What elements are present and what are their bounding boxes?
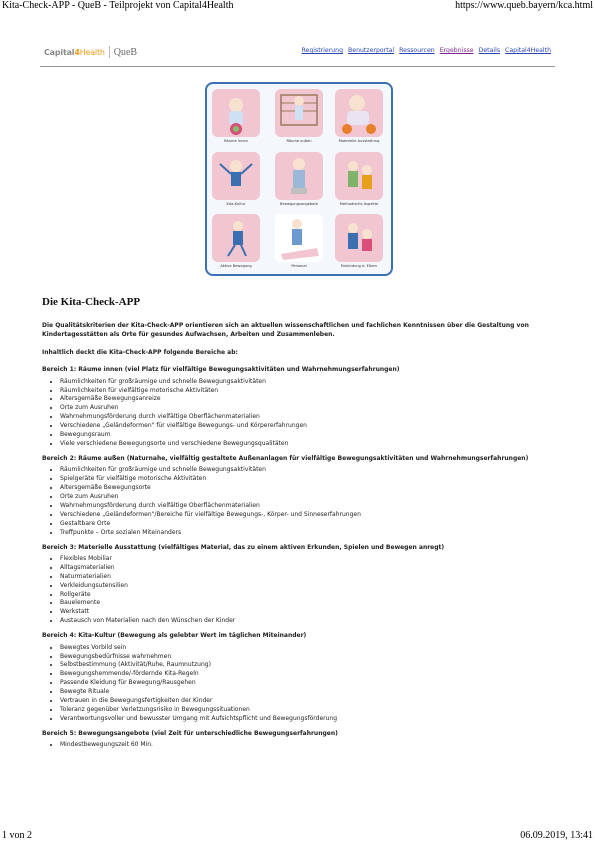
list-item: • Passende Kleidung für Bewegung/Rausgehen xyxy=(60,679,554,688)
list-item: • Toleranz gegenüber Verletzungsrisiko in Bewegungssituationen xyxy=(60,706,554,715)
print-header xyxy=(2,0,593,12)
list-item: • Verschiedene „Geländeformen" für vielfältige Bewegungs- und Körpererfahrungen xyxy=(60,422,554,431)
section-list-1 xyxy=(42,378,554,449)
nav-link-capital4health[interactable]: Capital4Health xyxy=(505,47,551,54)
hero-caption-4: Kita-Kultur xyxy=(226,202,246,206)
print-header-url: https://www.queb.bayern/kca.html xyxy=(455,0,593,11)
hero-caption-1: Räume innen xyxy=(224,139,248,143)
main-nav xyxy=(302,47,551,54)
list-item: • Viele verschiedene Bewegungsorte und verschiedene Bewegungsqualitäten xyxy=(60,440,554,449)
logo-queb: QueB xyxy=(113,46,138,58)
hero-caption-3: Materielle Ausstattung xyxy=(338,139,380,143)
tile-aktive-bewegung xyxy=(212,214,260,262)
list-item: • Werkstatt xyxy=(60,608,554,617)
list-item: • Bewegte Rituale xyxy=(60,688,554,697)
logo-capital4health: Capital4Health xyxy=(44,47,105,57)
list-item: • Bewegungsbedürfnisse wahrnehmen xyxy=(60,653,554,662)
tile-personal xyxy=(275,214,323,262)
section-heading-4: Bereich 4: Kita-Kultur (Bewegung als gelebter Wert im täglichen Miteinander) xyxy=(42,632,307,640)
list-item: • Bewegungshemmende/-fördernde Kita-Regeln xyxy=(60,670,554,679)
hero-caption-7: Aktive Bewegung xyxy=(220,264,252,268)
page-title: Die Kita-Check-APP xyxy=(42,296,141,308)
section-heading-1: Bereich 1: Räume innen (viel Platz für vielfältige Bewegungsaktivitäten und Wahrnehmungserfahrungen) xyxy=(42,366,400,374)
print-header-title: Kita-Check-APP - QueB - Teilprojekt von Capital4Health xyxy=(2,0,234,11)
section-list-2 xyxy=(42,466,554,537)
list-item: • Naturmaterialien xyxy=(60,573,554,582)
tile-raeume-aussen xyxy=(275,89,323,137)
section-list-4 xyxy=(42,644,554,724)
list-item: • Alltagsmaterialien xyxy=(60,564,554,573)
print-page-number: 1 von 2 xyxy=(2,830,32,841)
tile-methodische-aspekte xyxy=(335,152,383,200)
list-item: • Austausch von Materialien nach den Wünschen der Kinder xyxy=(60,617,554,626)
section-list-5 xyxy=(42,741,554,750)
nav-link-benutzerportal[interactable]: Benutzerportal xyxy=(348,47,395,54)
hero-caption-9: Einbindung d. Eltern xyxy=(340,264,378,268)
article-intro: Die Qualitätskriterien der Kita-Check-APP orientieren sich an aktuellen wissenschaftlichen und fachlichen Kenntnissen über die Gestaltung von Kindertagesstätten als Orte für gesundes Aufwachsen, Arbeiten und Zusammenleben. xyxy=(42,322,529,339)
nav-link-registrierung[interactable]: Registrierung xyxy=(301,47,344,54)
list-item: • Wahrnehmungsförderung durch vielfältige Oberflächenmaterialien xyxy=(60,413,554,422)
list-item: • Verantwortungsvoller und bewusster Umgang mit Aufsichtspflicht und Bewegungsförderung xyxy=(60,715,554,724)
hero-grid xyxy=(207,84,391,274)
article xyxy=(42,296,554,750)
nav-link-details[interactable]: Details xyxy=(478,47,501,54)
logo-divider xyxy=(109,46,110,58)
list-item: • Spielgeräte für vielfältige motorische Aktivitäten xyxy=(60,475,554,484)
section-list-3 xyxy=(42,555,554,626)
section-heading-5: Bereich 5: Bewegungsangebote (viel Zeit für unterschiedliche Bewegungserfahrungen) xyxy=(42,729,338,737)
list-item: • Bauelemente xyxy=(60,599,554,608)
tile-kita-kultur xyxy=(212,152,260,200)
hero-caption-8: Personal xyxy=(291,264,307,268)
hero-caption-2: Räume außen xyxy=(286,139,312,143)
list-item: • Rollgeräte xyxy=(60,591,554,600)
list-item: • Bewegungsraum xyxy=(60,431,554,440)
list-item: • Gestaltbare Orte xyxy=(60,520,554,529)
site-header xyxy=(40,40,555,67)
list-item: • Altersgemäße Bewegungsanreize xyxy=(60,395,554,404)
tile-bewegungsangebote xyxy=(275,152,323,200)
nav-link-ressourcen[interactable]: Ressourcen xyxy=(399,47,435,54)
print-footer xyxy=(2,830,593,842)
list-item: • Bewegtes Vorbild sein xyxy=(60,644,554,653)
list-item: • Altersgemäße Bewegungsorte xyxy=(60,484,554,493)
print-datetime: 06.09.2019, 13:41 xyxy=(520,830,593,841)
list-item: • Verkleidungsutensilien xyxy=(60,582,554,591)
list-item: • Vertrauen in die Bewegungsfertigkeiten der Kinder xyxy=(60,697,554,706)
list-item: • Räumlichkeiten für großräumige und schnelle Bewegungsaktivitäten xyxy=(60,466,554,475)
hero-illustration xyxy=(205,82,393,276)
section-heading-2: Bereich 2: Räume außen (Naturnahe, vielfältig gestaltete Außenanlagen für vielfältige Bewegungsaktivitäten und Wahrnehmungserfahrungen) xyxy=(42,454,529,462)
tile-raeume-innen xyxy=(212,89,260,137)
list-item: • Orte zum Ausruhen xyxy=(60,404,554,413)
site-logo[interactable] xyxy=(44,43,137,61)
hero-caption-6: Methodische Aspekte xyxy=(339,202,379,206)
list-item: • Mindestbewegungszeit 60 Min. xyxy=(60,741,554,750)
list-item: • Wahrnehmungsförderung durch vielfältige Oberflächenmaterialien xyxy=(60,502,554,511)
section-heading-3: Bereich 3: Materielle Ausstattung (vielfältiges Material, das zu einem aktiven Erkunden, Spielen und Bewegen anregt) xyxy=(42,543,445,551)
tile-einbindung-eltern xyxy=(335,214,383,262)
list-item: • Räumlichkeiten für vielfältige motorische Aktivitäten xyxy=(60,387,554,396)
list-item: • Treffpunkte – Orte sozialen Miteinanders xyxy=(60,529,554,538)
list-item: • Flexibles Mobiliar xyxy=(60,555,554,564)
list-item: • Orte zum Ausruhen xyxy=(60,493,554,502)
hero-caption-5: Bewegungsangebote xyxy=(280,202,318,206)
article-lead: Inhaltlich deckt die Kita-Check-APP folgende Bereiche ab: xyxy=(42,348,238,356)
list-item: • Selbstbestimmung (Aktivität/Ruhe, Raumnutzung) xyxy=(60,661,554,670)
nav-link-ergebnisse[interactable]: Ergebnisse xyxy=(439,47,474,54)
list-item: • Räumlichkeiten für großräumige und schnelle Bewegungsaktivitäten xyxy=(60,378,554,387)
list-item: • Verschiedene „Geländeformen"/Bereiche für vielfältige Bewegungs-, Körper- und Sinneserfahrungen xyxy=(60,511,554,520)
tile-materielle-ausstattung xyxy=(335,89,383,137)
